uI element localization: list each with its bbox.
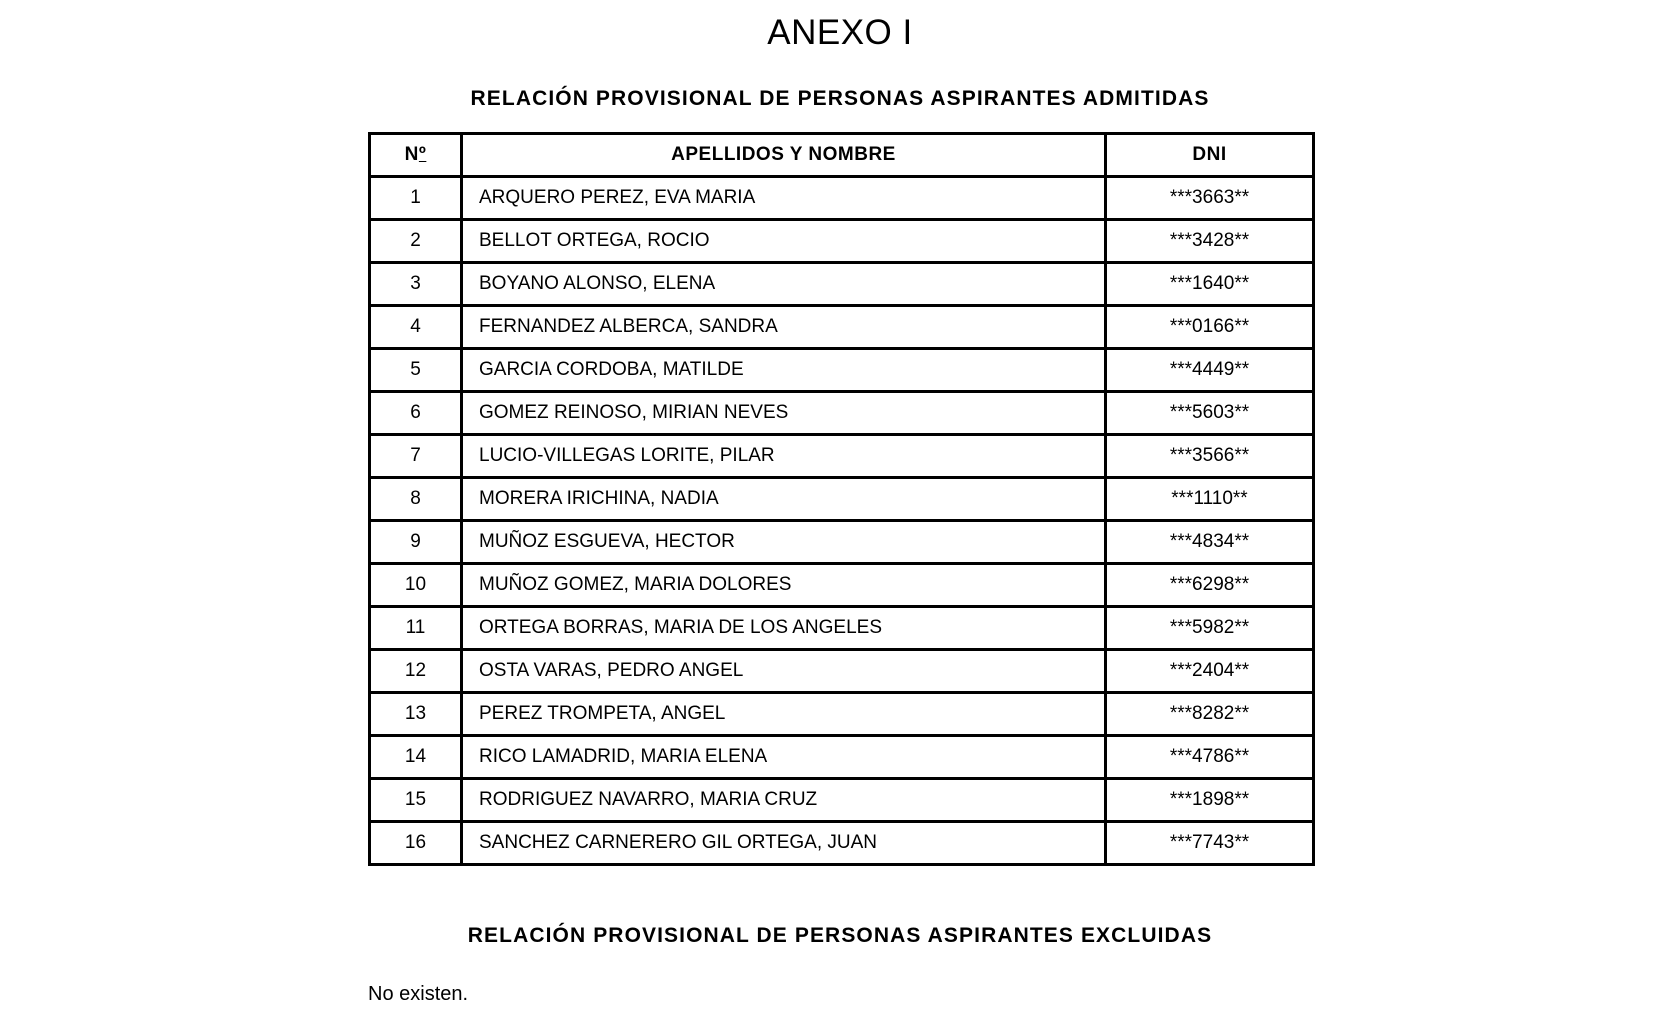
table-row bbox=[370, 177, 1314, 220]
table-row bbox=[370, 306, 1314, 349]
table-row bbox=[370, 349, 1314, 392]
header-row bbox=[370, 134, 1314, 177]
dni-cell: ***5982** bbox=[1106, 607, 1314, 650]
row-number-cell: 7 bbox=[370, 435, 462, 478]
dni-cell: ***5603** bbox=[1106, 392, 1314, 435]
column-header-number-base: N bbox=[404, 144, 419, 165]
row-number-cell: 9 bbox=[370, 521, 462, 564]
dni-cell: ***3566** bbox=[1106, 435, 1314, 478]
table-row bbox=[370, 822, 1314, 865]
admitted-section-heading: RELACIÓN PROVISIONAL DE PERSONAS ASPIRANTES ADMITIDAS bbox=[470, 87, 1210, 110]
table-row bbox=[370, 263, 1314, 306]
name-cell: RODRIGUEZ NAVARRO, MARIA CRUZ bbox=[462, 779, 1106, 822]
dni-cell: ***6298** bbox=[1106, 564, 1314, 607]
dni-cell: ***7743** bbox=[1106, 822, 1314, 865]
table-row bbox=[370, 650, 1314, 693]
admitted-table-header bbox=[370, 134, 1314, 177]
dni-cell: ***1640** bbox=[1106, 263, 1314, 306]
row-number-cell: 16 bbox=[370, 822, 462, 865]
row-number-cell: 1 bbox=[370, 177, 462, 220]
dni-cell: ***3663** bbox=[1106, 177, 1314, 220]
table-row bbox=[370, 607, 1314, 650]
dni-cell: ***4786** bbox=[1106, 736, 1314, 779]
name-cell: LUCIO-VILLEGAS LORITE, PILAR bbox=[462, 435, 1106, 478]
row-number-cell: 11 bbox=[370, 607, 462, 650]
row-number-cell: 4 bbox=[370, 306, 462, 349]
table-row bbox=[370, 392, 1314, 435]
column-header-number-ordinal: º bbox=[418, 144, 427, 165]
name-cell: MUÑOZ GOMEZ, MARIA DOLORES bbox=[462, 564, 1106, 607]
name-cell: ORTEGA BORRAS, MARIA DE LOS ANGELES bbox=[462, 607, 1106, 650]
name-cell: MORERA IRICHINA, NADIA bbox=[462, 478, 1106, 521]
name-cell: BELLOT ORTEGA, ROCIO bbox=[462, 220, 1106, 263]
document-title: ANEXO I bbox=[767, 13, 913, 52]
column-header-dni: DNI bbox=[1106, 134, 1314, 177]
dni-cell: ***1898** bbox=[1106, 779, 1314, 822]
row-number-cell: 3 bbox=[370, 263, 462, 306]
name-cell: GOMEZ REINOSO, MIRIAN NEVES bbox=[462, 392, 1106, 435]
document-content bbox=[368, 15, 1312, 1006]
table-row bbox=[370, 736, 1314, 779]
table-row bbox=[370, 779, 1314, 822]
excluded-section-heading: RELACIÓN PROVISIONAL DE PERSONAS ASPIRANTES EXCLUIDAS bbox=[467, 924, 1213, 947]
dni-cell: ***0166** bbox=[1106, 306, 1314, 349]
column-header-name: APELLIDOS Y NOMBRE bbox=[462, 134, 1106, 177]
name-cell: SANCHEZ CARNERERO GIL ORTEGA, JUAN bbox=[462, 822, 1106, 865]
row-number-cell: 5 bbox=[370, 349, 462, 392]
name-cell: GARCIA CORDOBA, MATILDE bbox=[462, 349, 1106, 392]
row-number-cell: 12 bbox=[370, 650, 462, 693]
name-cell: MUÑOZ ESGUEVA, HECTOR bbox=[462, 521, 1106, 564]
table-row bbox=[370, 435, 1314, 478]
table-row bbox=[370, 693, 1314, 736]
table-row bbox=[370, 220, 1314, 263]
row-number-cell: 2 bbox=[370, 220, 462, 263]
dni-cell: ***4834** bbox=[1106, 521, 1314, 564]
row-number-cell: 8 bbox=[370, 478, 462, 521]
table-row bbox=[370, 478, 1314, 521]
row-number-cell: 15 bbox=[370, 779, 462, 822]
row-number-cell: 13 bbox=[370, 693, 462, 736]
name-cell: BOYANO ALONSO, ELENA bbox=[462, 263, 1106, 306]
name-cell: ARQUERO PEREZ, EVA MARIA bbox=[462, 177, 1106, 220]
dni-cell: ***2404** bbox=[1106, 650, 1314, 693]
table-row bbox=[370, 564, 1314, 607]
dni-cell: ***4449** bbox=[1106, 349, 1314, 392]
name-cell: OSTA VARAS, PEDRO ANGEL bbox=[462, 650, 1106, 693]
row-number-cell: 6 bbox=[370, 392, 462, 435]
name-cell: FERNANDEZ ALBERCA, SANDRA bbox=[462, 306, 1106, 349]
name-cell: PEREZ TROMPETA, ANGEL bbox=[462, 693, 1106, 736]
table-row bbox=[370, 521, 1314, 564]
admitted-table bbox=[368, 132, 1315, 866]
row-number-cell: 14 bbox=[370, 736, 462, 779]
name-cell: RICO LAMADRID, MARIA ELENA bbox=[462, 736, 1106, 779]
row-number-cell: 10 bbox=[370, 564, 462, 607]
admitted-table-body bbox=[370, 177, 1314, 865]
dni-cell: ***8282** bbox=[1106, 693, 1314, 736]
column-header-number bbox=[370, 134, 462, 177]
dni-cell: ***3428** bbox=[1106, 220, 1314, 263]
dni-cell: ***1110** bbox=[1106, 478, 1314, 521]
excluded-note: No existen. bbox=[368, 983, 469, 1005]
